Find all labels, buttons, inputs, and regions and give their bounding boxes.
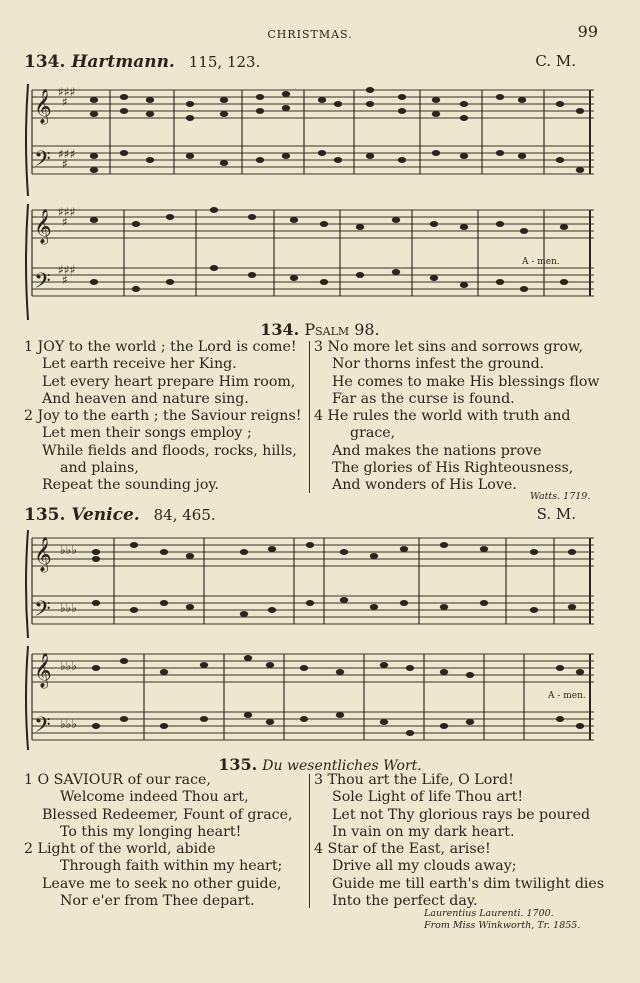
svg-text:𝄢: 𝄢	[34, 147, 51, 177]
verse-line: 4 Star of the East, arise!	[314, 841, 491, 858]
amen-135: A - men.	[548, 691, 586, 701]
svg-text:♯♯♯: ♯♯♯	[58, 263, 76, 277]
verse-line: Repeat the sounding joy.	[42, 477, 219, 494]
verse-line: Nor e'er from Thee depart.	[60, 893, 255, 910]
verse-line: And heaven and nature sing.	[42, 390, 249, 407]
verse-line: Guide me till earth's dim twilight dies	[332, 875, 605, 892]
verse-line: Welcome indeed Thou art,	[60, 789, 249, 806]
verse-line: In vain on my dark heart.	[332, 823, 515, 840]
music-score-135	[24, 528, 600, 762]
svg-text:♯: ♯	[62, 273, 68, 287]
verse-line: The glories of His Righteousness,	[332, 460, 574, 477]
svg-text:♭♭♭: ♭♭♭	[60, 717, 77, 731]
tune-header-135	[24, 505, 216, 525]
svg-text:♯♯♯: ♯♯♯	[58, 147, 76, 161]
verses-left-134	[24, 339, 301, 495]
verses-left-135	[24, 772, 293, 910]
meter-135: S. M.	[536, 505, 576, 523]
svg-text:𝄞: 𝄞	[34, 209, 52, 244]
column-divider	[309, 341, 310, 493]
verse-line: 3 Thou art the Life, O Lord!	[314, 772, 514, 788]
verse-line: Let men their songs employ ;	[42, 425, 252, 442]
hymn-number: 135.	[218, 755, 258, 774]
svg-text:𝄢: 𝄢	[34, 713, 51, 743]
verse-line: Into the perfect day.	[332, 893, 478, 910]
svg-text:♭♭♭: ♭♭♭	[60, 659, 77, 673]
verse-line: Let not Thy glorious rays be poured	[332, 806, 591, 823]
verse-line: While fields and floods, rocks, hills,	[42, 442, 297, 459]
page-number: 99	[577, 22, 598, 41]
verses-right-135	[314, 772, 604, 910]
attribution-135-author: Laurentius Laurenti. 1700.	[424, 908, 554, 919]
tune-name: Hartmann.	[71, 52, 175, 72]
verse-line: Nor thorns infest the ground.	[332, 356, 545, 373]
verse-line: grace,	[350, 425, 396, 442]
svg-text:𝄢: 𝄢	[34, 597, 51, 627]
verse-line: And wonders of His Love.	[332, 477, 517, 494]
attribution-135-translator: From Miss Winkworth, Tr. 1855.	[424, 920, 581, 931]
svg-text:𝄞: 𝄞	[34, 89, 52, 124]
verse-line: Blessed Redeemer, Fount of grace,	[42, 806, 293, 823]
svg-text:𝄞: 𝄞	[34, 537, 52, 572]
hymn-title-134	[200, 320, 440, 339]
verse-line: 1 JOY to the world ; the Lord is come!	[24, 339, 297, 355]
tune-number: 135.	[24, 505, 66, 525]
verse-line: Leave me to seek no other guide,	[42, 875, 282, 892]
tune-number: 134.	[24, 52, 66, 72]
tune-header-134	[24, 52, 260, 72]
verse-line: 1 O SAVIOUR of our race,	[24, 772, 211, 788]
verse-line: 3 No more let sins and sorrows grow,	[314, 339, 583, 355]
tune-refs: 84, 465.	[153, 506, 216, 524]
hymn-number: 134.	[260, 320, 300, 339]
svg-text:♭♭♭: ♭♭♭	[60, 601, 77, 615]
svg-text:♯♯♯: ♯♯♯	[58, 85, 76, 99]
attribution-134: Watts. 1719.	[530, 491, 591, 502]
verse-line: 4 He rules the world with truth and	[314, 408, 571, 425]
tune-name: Venice.	[71, 505, 140, 525]
running-head: CHRISTMAS.	[267, 28, 353, 41]
svg-text:♯: ♯	[62, 157, 68, 171]
svg-text:♭♭♭: ♭♭♭	[60, 543, 77, 557]
verse-line: Drive all my clouds away;	[332, 858, 517, 875]
verse-line: He comes to make His blessings flow	[332, 373, 600, 390]
svg-text:♯: ♯	[62, 95, 68, 109]
verses-right-134	[314, 339, 600, 495]
verse-line: Through faith within my heart;	[60, 858, 283, 875]
meter-134: C. M.	[535, 52, 576, 70]
svg-text:♯♯♯: ♯♯♯	[58, 205, 76, 219]
column-divider	[309, 774, 310, 908]
verse-line: 2 Light of the world, abide	[24, 841, 216, 858]
tune-refs: 115, 123.	[188, 53, 261, 71]
verse-line: To this my longing heart!	[60, 823, 242, 840]
svg-text:𝄢: 𝄢	[34, 269, 51, 299]
verse-line: Let earth receive her King.	[42, 356, 237, 373]
hymn-title-text: Du wesentliches Wort.	[262, 758, 422, 774]
verse-line: and plains,	[60, 460, 139, 477]
verse-line: And makes the nations prove	[332, 442, 542, 459]
verse-line: 2 Joy to the earth ; the Saviour reigns!	[24, 408, 302, 425]
hymn-title-text: Psalm 98.	[304, 320, 380, 339]
verse-line: Let every heart prepare Him room,	[42, 373, 296, 390]
music-score-134	[24, 76, 600, 326]
verse-line: Far as the curse is found.	[332, 390, 515, 407]
amen-134: A - men.	[522, 257, 560, 267]
svg-text:♯: ♯	[62, 215, 68, 229]
verse-line: Sole Light of life Thou art!	[332, 789, 524, 806]
svg-text:𝄞: 𝄞	[34, 653, 52, 688]
